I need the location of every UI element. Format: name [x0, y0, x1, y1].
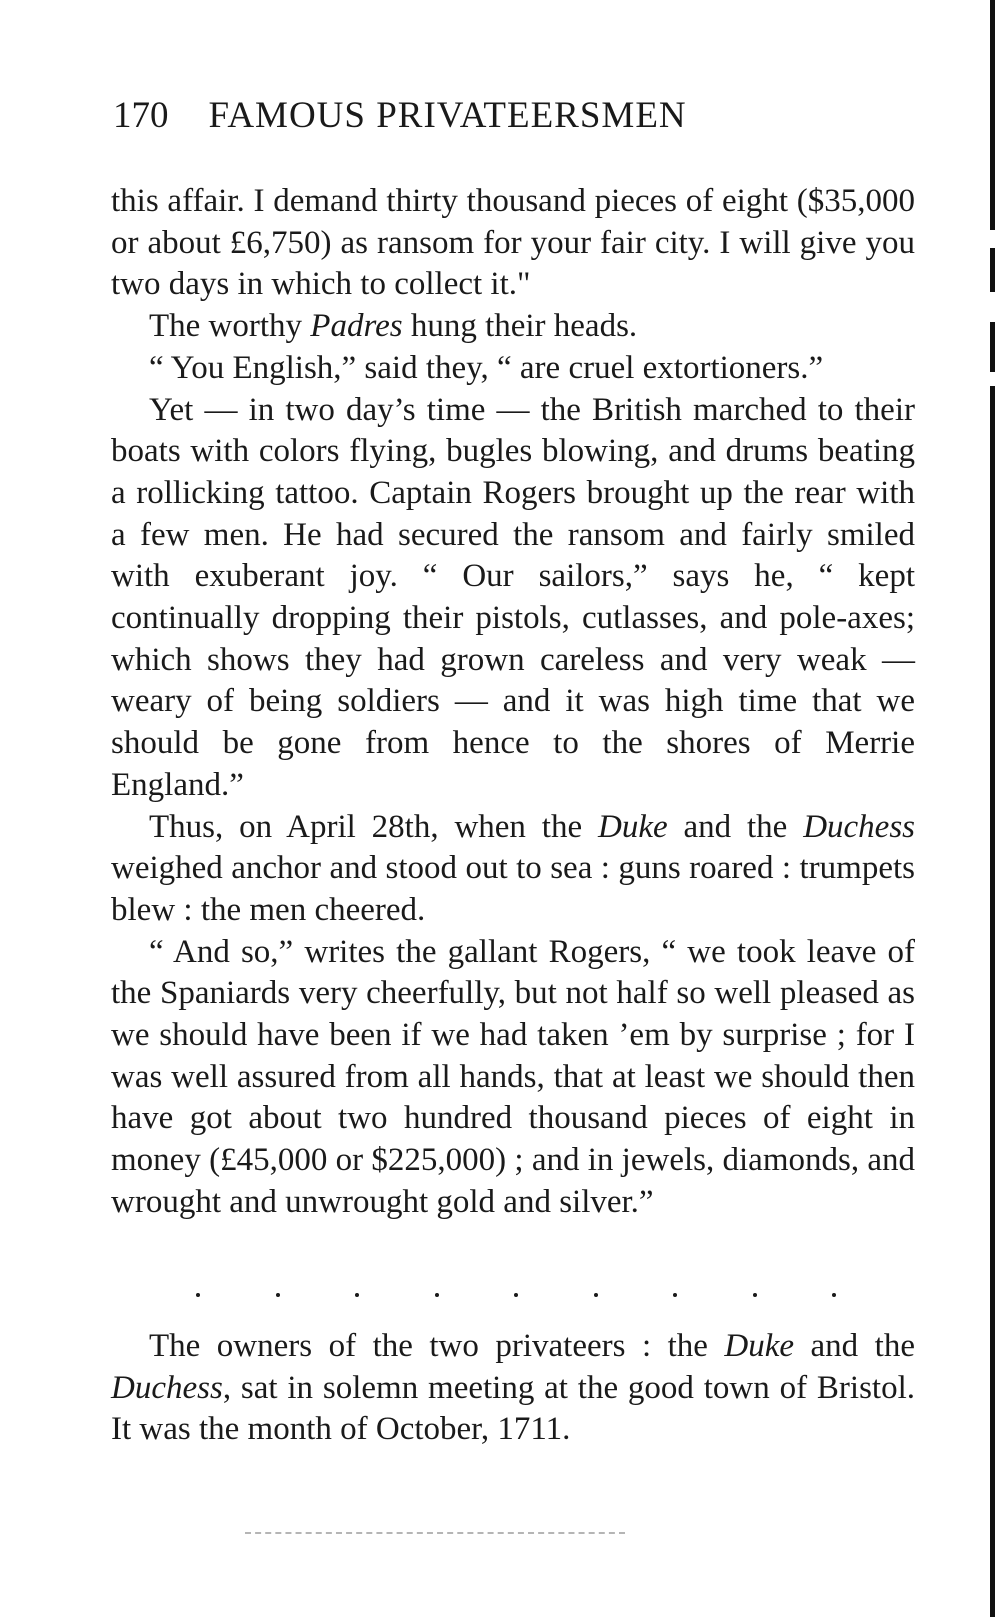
paragraph-march: Yet — in two day’s time — the British marched to their boats with colors flying, bugles blowing, and drums beating a rollicking tattoo. Captain Rogers brought up the rear with a few men. He had secured the ransom and fairly smiled with exuberant joy. “ Our sailors,” says he, “ kept continually dropping their pistols, cutlasses, and pole-axes; which shows they had grown careless and very weak — weary of being soldiers — and it was high time that we should be gone from hence to the shores of Merrie England.” — [111, 391, 915, 803]
bleed-through-trace — [245, 1532, 625, 1536]
section-break-dot — [594, 1293, 598, 1297]
section-break-dot — [753, 1293, 757, 1297]
text-run: weighed anchor and stood out to sea : guns roared : trumpets blew : the men cheered. — [111, 850, 915, 928]
paragraph-departure — [111, 807, 915, 932]
page-edge-gap — [987, 292, 998, 322]
page-edge-gap — [987, 372, 998, 386]
ship-name-duchess: Duchess — [803, 808, 915, 845]
paragraph-owners — [111, 1326, 915, 1451]
main-text — [111, 181, 915, 1224]
section-break-dot — [673, 1293, 677, 1297]
ship-name-duke: Duke — [597, 808, 668, 845]
section-break-dot — [514, 1293, 518, 1297]
paragraph-rogers-quote: “ And so,” writes the gallant Rogers, “ we took leave of the Spaniards very cheerfully, but not half so well pleased as we should have been if we had taken ’em by surprise ; for I was well assured from all hands, that at least we should then have got about two hundred thousand pieces of eight in money (£45,000 or $225,000) ; and in jewels, diamonds, and wrought and unwrought gold and silver.” — [111, 933, 915, 1220]
closing-text — [111, 1326, 915, 1451]
section-break-dots — [196, 1293, 836, 1297]
paragraph-dialogue: “ You English,” said they, “ are cruel extortioners.” — [149, 349, 824, 386]
section-break-dot — [435, 1293, 439, 1297]
section-break-dot — [355, 1293, 359, 1297]
text-run: The owners of the two privateers : the — [149, 1328, 725, 1364]
paragraph-padres — [111, 306, 915, 348]
text-run: , sat in solemn meeting at the good town of Bristol. It was the month of October, 1711. — [111, 1369, 915, 1448]
section-break-dot — [196, 1293, 200, 1297]
text-run: and the — [794, 1328, 915, 1364]
ship-name-duchess: Duchess — [111, 1369, 223, 1406]
paragraph-continued: this affair. I demand thirty thousand pieces of eight ($35,000 or about £6,750) as ransom for your fair city. I will give you two days in which to collect it." — [111, 183, 915, 303]
italic-term: Padres — [310, 308, 403, 345]
running-title: FAMOUS PRIVATEERSMEN — [208, 95, 687, 136]
page-number: 170 — [113, 95, 169, 136]
ship-name-duke: Duke — [724, 1328, 795, 1364]
text-run: hung their heads. — [402, 308, 638, 345]
page-edge-gap — [987, 230, 998, 248]
running-header — [113, 94, 913, 137]
text-run: Thus, on April 28th, when the — [149, 808, 598, 845]
section-break-dot — [276, 1293, 280, 1297]
text-run: and the — [667, 808, 804, 845]
text-run: The worthy — [149, 308, 311, 345]
section-break-dot — [832, 1293, 836, 1297]
